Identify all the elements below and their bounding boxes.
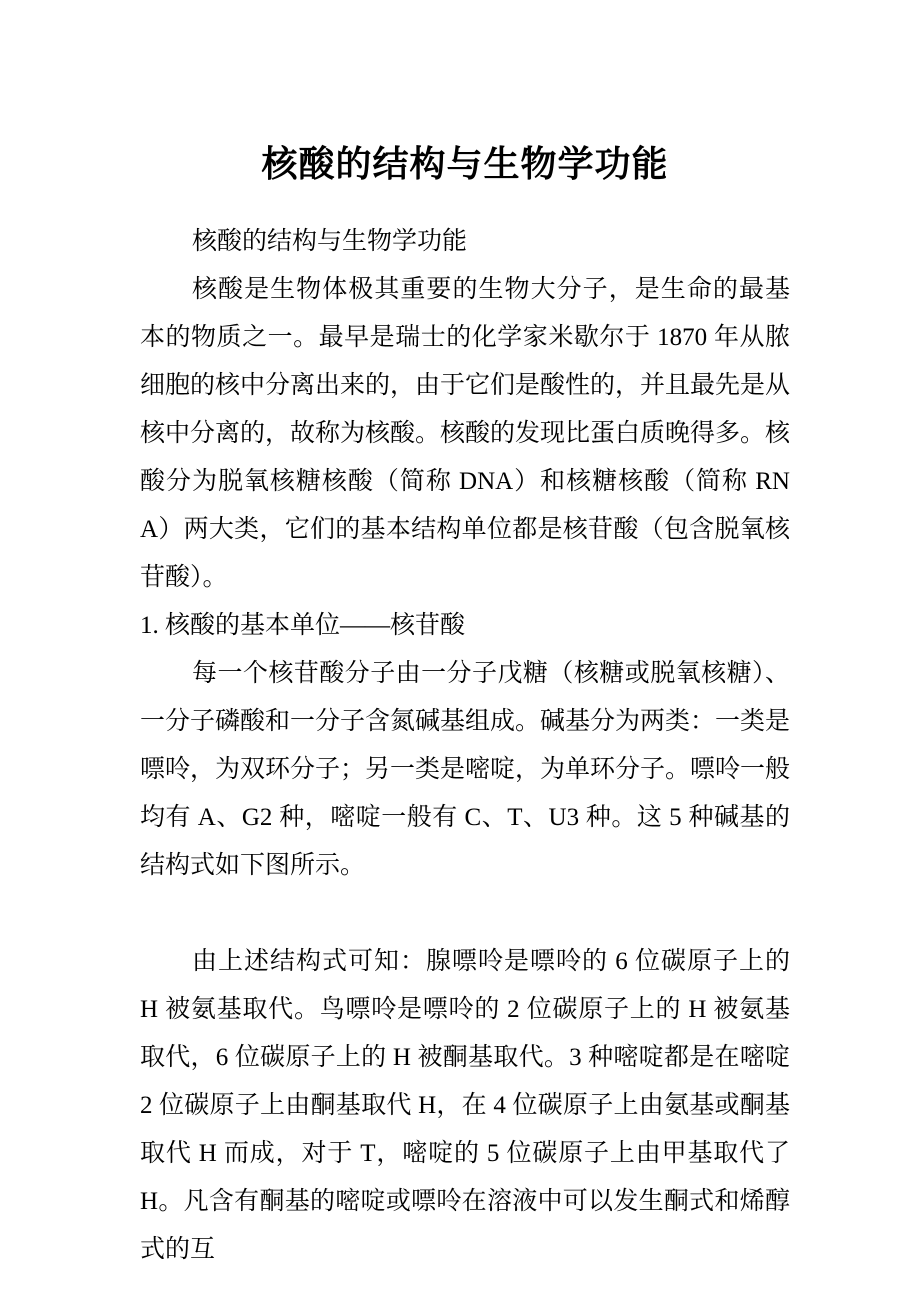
paragraph-base-substitution: 由上述结构式可知：腺嘌呤是嘌呤的 6 位碳原子上的 H 被氨基取代。鸟嘌呤是嘌呤的 2 位碳原子上的 H 被氨基取代，6 位碳原子上的 H 被酮基取代。3 种嘧啶都是在嘧啶 2 位碳原子上由酮基取代 H，在 4 位碳原子上由氨基或酮基取代 H 而成，对于 T，嘧啶的 5 位碳原子上由甲基取代了 H。凡含有酮基的嘧啶或嘌呤在溶液中可以发生酮式和烯醇式的互 xyxy=(140,948,790,1263)
document-body xyxy=(140,218,790,1274)
figure-placeholder-gap xyxy=(140,890,790,938)
paragraph-subtitle: 核酸的结构与生物学功能 xyxy=(192,228,468,255)
paragraph-nucleotide-composition: 每一个核苷酸分子由一分子戊糖（核糖或脱氧核糖）、一分子磷酸和一分子含氮碱基组成。碱基分为两类：一类是嘌呤，为双环分子；另一类是嘧啶，为单环分子。嘌呤一般均有 A、G2 种，嘧啶一般有 C、T、U3 种。这 5 种碱基的结构式如下图所示。 xyxy=(140,660,791,879)
paragraph-intro: 核酸是生物体极其重要的生物大分子，是生命的最基本的物质之一。最早是瑞士的化学家米歇尔于 1870 年从脓细胞的核中分离出来的，由于它们是酸性的，并且最先是从核中分离的，故称为核酸。核酸的发现比蛋白质晚得多。核酸分为脱氧核糖核酸（简称 DNA）和核糖核酸（简称 RNA）两大类，它们的基本结构单位都是核苷酸（包含脱氧核苷酸）。 xyxy=(140,276,791,591)
section-heading-nucleotide: 1. 核酸的基本单位——核苷酸 xyxy=(140,612,466,639)
document-title: 核酸的结构与生物学功能 xyxy=(261,144,669,184)
